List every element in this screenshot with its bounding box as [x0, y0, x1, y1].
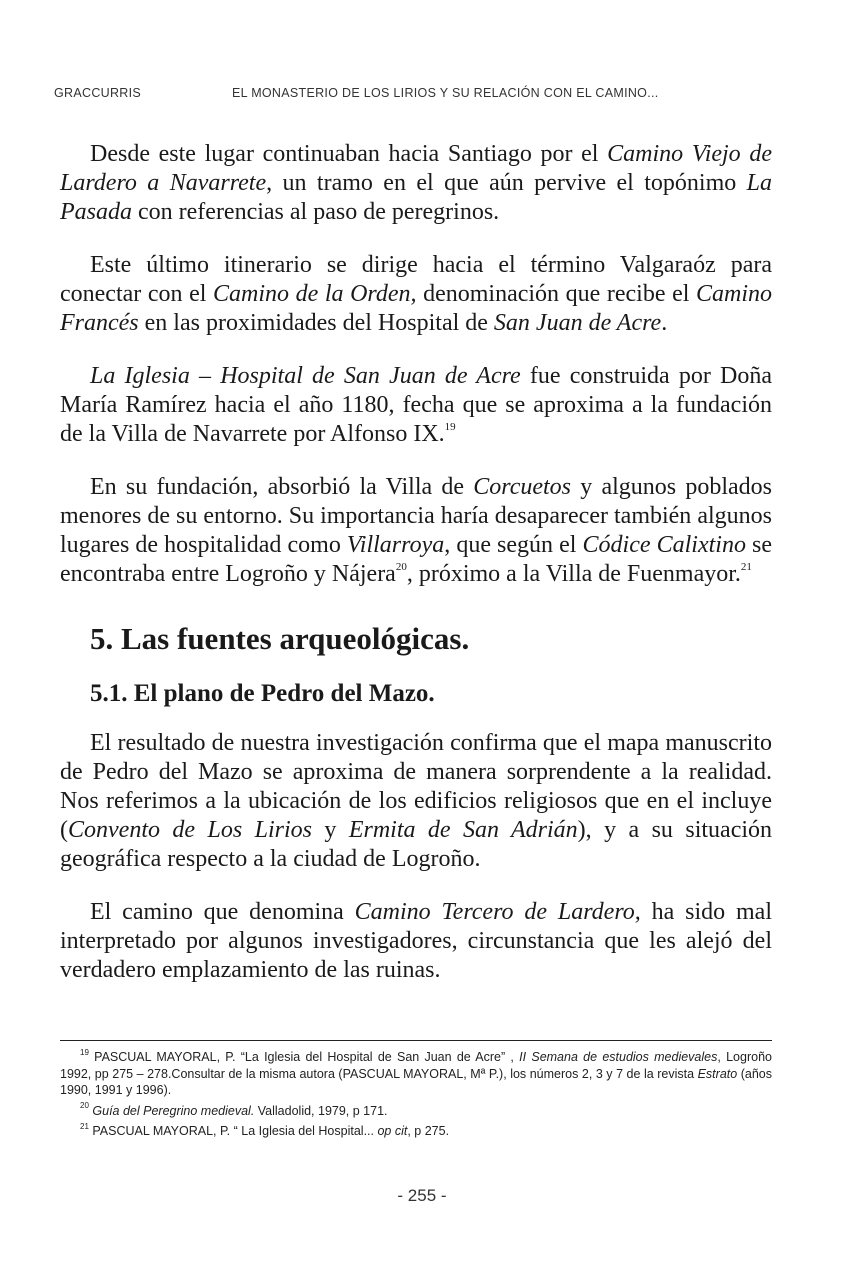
emphasis: Corcuetos	[473, 474, 572, 500]
paragraph-2	[60, 251, 772, 338]
text: PASCUAL MAYORAL, P. “La Iglesia del Hospital de San Juan de Acre” ,	[88, 1050, 520, 1064]
text: ), y a su situación geográfica respecto a la ciudad de Logroño.	[60, 817, 773, 872]
text: en las proximidades del Hospital de	[138, 310, 494, 336]
footnote-ref-21[interactable]: 21	[740, 561, 752, 573]
text: .	[661, 310, 668, 336]
text: , Logroño 1992, pp 275 – 278.Consultar de la misma autora (PASCUAL MAYORAL, Mª P.), los números 2, 3 y 7 de la revista	[60, 1050, 772, 1081]
emphasis: La Iglesia – Hospital de San Juan de Acre	[90, 363, 521, 389]
emphasis: Camino de la Orden,	[213, 281, 417, 307]
emphasis: Camino Tercero de Lardero,	[354, 899, 641, 925]
footnote-19	[60, 1049, 772, 1099]
text: y	[311, 817, 349, 843]
footnote-divider	[60, 1040, 772, 1041]
body-text	[60, 140, 772, 1009]
emphasis: Camino Francés	[60, 281, 772, 336]
footnote-ref-19[interactable]: 19	[444, 421, 456, 433]
emphasis: Villarroya	[346, 532, 445, 558]
text: y algunos poblados menores de su entorno. Su importancia haría desaparecer también algunos lugares de hospitalidad como	[60, 474, 772, 558]
emphasis: San Juan de Acre	[493, 310, 662, 336]
paragraph-1	[60, 140, 772, 227]
journal-name: GRACCURRIS	[54, 86, 142, 100]
text: denominación que recibe el	[416, 281, 696, 307]
emphasis: Códice Calixtino	[582, 532, 746, 558]
footnote-ref-20[interactable]: 20	[395, 561, 407, 573]
text: , que según el	[444, 532, 583, 558]
footnotes	[60, 1049, 772, 1144]
footnote-number: 20	[80, 1101, 89, 1111]
paragraph-4	[60, 473, 772, 589]
text: (años 1990, 1991 y 1996).	[60, 1066, 772, 1097]
paragraph-5	[60, 729, 772, 874]
text: con referencias al paso de peregrinos.	[132, 199, 500, 225]
text: fue construida por Doña María Ramírez hacia el año 1180, fecha que se aproxima a la fundación de la Villa de Navarrete por Alfonso IX.	[60, 363, 773, 447]
footnote-number: 19	[80, 1047, 89, 1057]
emphasis: Estrato	[697, 1066, 738, 1081]
text: , un tramo en el que aún pervive el topónimo	[266, 170, 747, 196]
emphasis: op cit	[377, 1124, 408, 1138]
text: El camino que denomina	[90, 899, 355, 925]
footnote-21	[60, 1123, 772, 1140]
emphasis: Camino Viejo de Lardero a Navarrete	[60, 141, 772, 196]
section-heading: 5. Las fuentes arqueológicas.	[90, 621, 470, 656]
text: , p 275.	[407, 1124, 450, 1138]
subsection-heading: 5.1. El plano de Pedro del Mazo.	[90, 680, 435, 707]
page-number: - 255 -	[397, 1186, 447, 1205]
paragraph-3	[60, 362, 772, 449]
paragraph-6	[60, 898, 772, 985]
article-running-title: EL MONASTERIO DE LOS LIRIOS Y SU RELACIÓN CON EL CAMINO...	[232, 86, 659, 100]
text: Este último itinerario se dirige hacia el término Valgaraóz para conectar con el	[60, 252, 772, 307]
text: se encontraba entre Logroño y Nájera	[60, 532, 773, 587]
text: PASCUAL MAYORAL, P. “ La Iglesia del Hospital...	[88, 1124, 378, 1138]
emphasis: La Pasada	[60, 170, 773, 225]
footnote-20	[60, 1103, 772, 1120]
emphasis: Convento de Los Lirios	[68, 817, 312, 843]
footnote-number: 21	[80, 1121, 89, 1131]
text: Valladolid, 1979, p 171.	[254, 1103, 388, 1118]
emphasis: Guía del Peregrino medieval.	[92, 1103, 255, 1118]
text: ha sido mal interpretado por algunos investigadores, circunstancia que les alejó del verdadero emplazamiento de las ruinas.	[60, 899, 772, 983]
emphasis: Ermita de San Adrián	[348, 817, 578, 843]
emphasis: II Semana de estudios medievales	[519, 1050, 718, 1064]
text: En su fundación, absorbió la Villa de	[90, 474, 474, 500]
text: El resultado de nuestra investigación confirma que el mapa manuscrito de Pedro del Mazo se aproxima de manera sorprendente a la realidad. Nos referimos a la ubicación de los edificios religiosos que en el incluye (	[60, 730, 772, 843]
text: Desde este lugar continuaban hacia Santiago por el	[90, 141, 608, 167]
text: , próximo a la Villa de Fuenmayor.	[406, 561, 741, 587]
